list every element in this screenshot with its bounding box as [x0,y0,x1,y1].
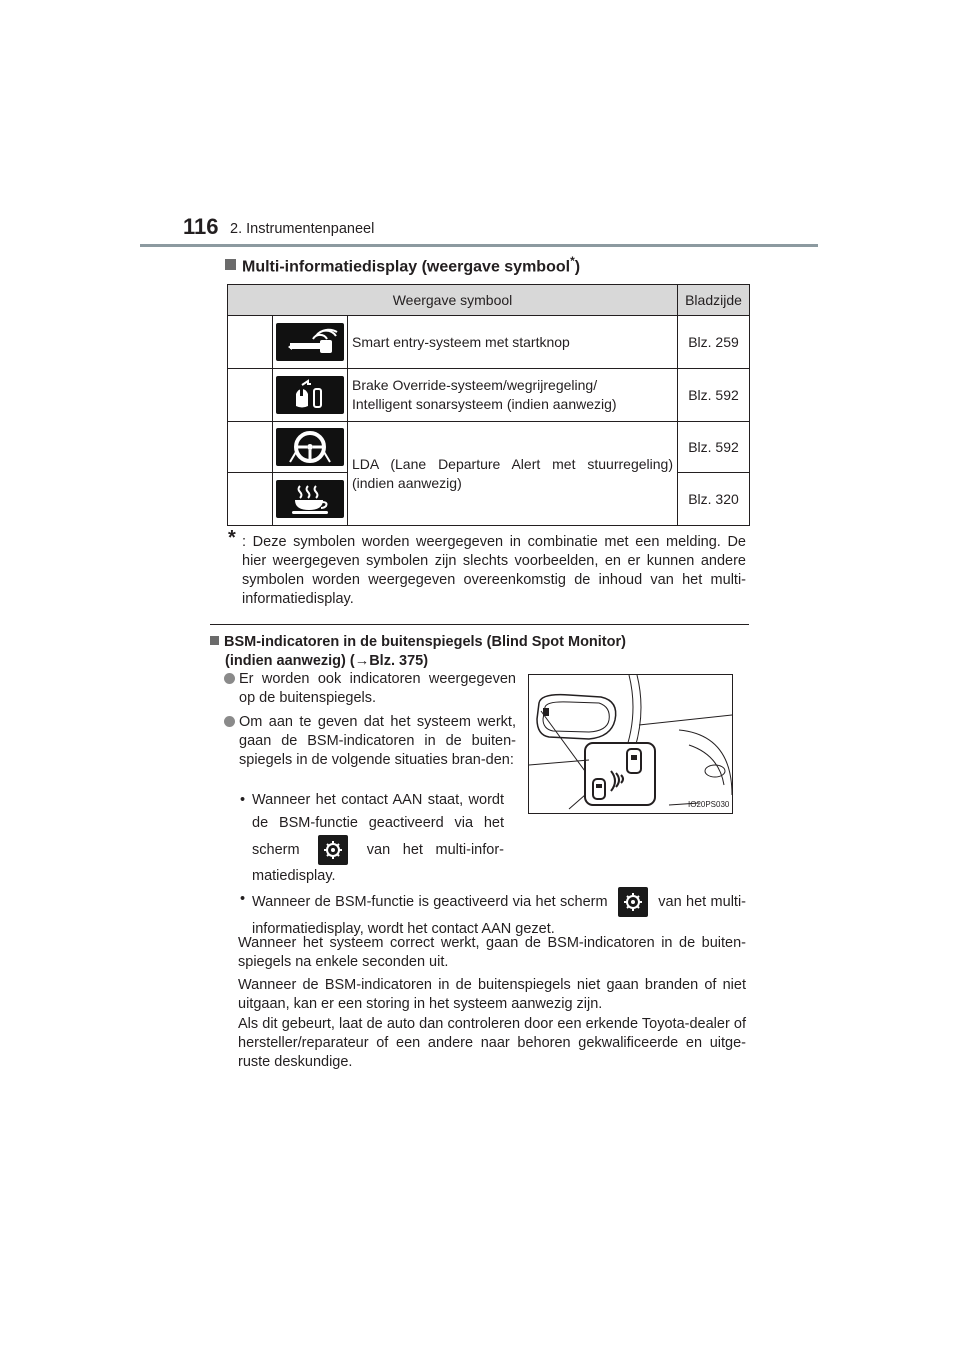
list-item: • Wanneer de BSM-functie is geactiveerd via het scherm van het multi-informatiedisplay, wordt het contact AAN gezet. [240,887,746,941]
table-cell-text: LDA (Lane Departure Alert met stuurregeling) (indien aanwezig) [348,422,678,526]
bsm-mirror-illustration [528,674,733,814]
paragraph: Wanneer de BSM-indicatoren in de buitenspiegels niet gaan branden of niet uitgaan, kan er een storing in het systeem aanwezig zijn. [238,977,746,1012]
table-cell-empty [228,369,273,422]
bullet-text: Om aan te geven dat het systeem werkt, gaan de BSM-indicatoren in de buiten-spiegels in de volgende situaties bran-den: [239,714,516,768]
smart-key-icon [276,323,344,361]
table-cell-page: Blz. 592 [678,422,750,473]
footnote [228,527,746,609]
table-cell-text [348,369,678,422]
square-bullet-icon [210,636,219,645]
bsm-title-line2: (indien aanwezig) (→Blz. 375) [225,653,429,669]
table-row [228,369,750,422]
dash-text: Wanneer het contact AAN staat, wordt de BSM-functie geactiveerd via het scherm [252,792,504,858]
page-number: 116 [183,214,219,239]
table-cell-empty [228,422,273,473]
table-cell-text-line: Brake Override-systeem/wegrijregeling/ [352,377,598,393]
bsm-title-line1: BSM-indicatoren in de buitenspiegels (Blind Spot Monitor) [224,634,626,650]
symbol-table [227,284,750,526]
bullet-text: Er worden ook indicatoren weergegeven op de buitenspiegels. [239,671,516,706]
chapter-title: 2. Instrumentenpaneel [230,221,375,237]
footnote-text: : Deze symbolen worden weergegeven in combinatie met een melding. De hier weergegeven symbolen zijn slechts voorbeelden, en er kunnen andere symbolen worden weergegeven overeenkomstig de inhoud van het multi-informatiedisplay. [242,534,746,607]
section-title-close: ) [574,258,581,276]
dash-text: Wanneer de BSM-functie is geactiveerd via het scherm [252,893,608,910]
table-cell-icon [273,422,348,473]
footnote-marker: * [228,527,236,549]
table-row [228,422,750,473]
table-cell-empty [228,473,273,526]
table-cell-icon [273,316,348,369]
paragraph: Als dit gebeurt, laat de auto dan controleren door een erkende Toyota-dealer of hersteller/reparateur of een andere naar behoren gekwalificeerde en uitge-ruste deskundige. [238,1016,746,1070]
round-bullet-icon [224,716,235,727]
table-cell-page: Blz. 320 [678,473,750,526]
round-bullet-icon [224,673,235,684]
dash-text: van het multi-informatiedisplay, wordt het contact AAN gezet. [252,893,746,937]
table-header-row [228,285,750,316]
section-divider [210,624,749,625]
table-cell-text: Smart entry-systeem met startknop [348,316,678,369]
bsm-section-title [210,633,750,671]
section-title-asterisk: * [570,254,575,268]
list-item: • Wanneer het contact AAN staat, wordt de BSM-functie geactiveerd via het scherm van het multi-infor-matiedisplay. [240,792,504,884]
illustration-code: IO20PS030 [688,800,730,809]
coffee-cup-icon [276,480,344,518]
table-cell-text-line: Intelligent sonarsysteem (indien aanwezig) [352,396,617,412]
brake-override-icon [276,376,344,414]
table-header-page: Bladzijde [678,285,750,316]
table-cell-empty [228,316,273,369]
list-item [224,670,516,708]
section-title-text: Multi-informatiedisplay (weergave symbool [242,258,571,276]
header-rule [140,244,818,247]
table-cell-icon [273,473,348,526]
gear-icon [618,887,648,917]
lane-departure-icon [276,428,344,466]
gear-icon [318,835,348,865]
table-header-symbol: Weergave symbool [228,285,678,316]
table-cell-page: Blz. 592 [678,369,750,422]
list-item [224,713,516,770]
paragraph: Wanneer het systeem correct werkt, gaan de BSM-indicatoren in de buiten-spiegels na enkele seconden uit. [238,935,746,970]
dash-text: van het multi-infor-matiedisplay. [252,841,504,884]
table-cell-icon [273,369,348,422]
section-title [225,254,580,276]
table-row [228,316,750,369]
square-bullet-icon [225,259,236,270]
table-cell-page: Blz. 259 [678,316,750,369]
